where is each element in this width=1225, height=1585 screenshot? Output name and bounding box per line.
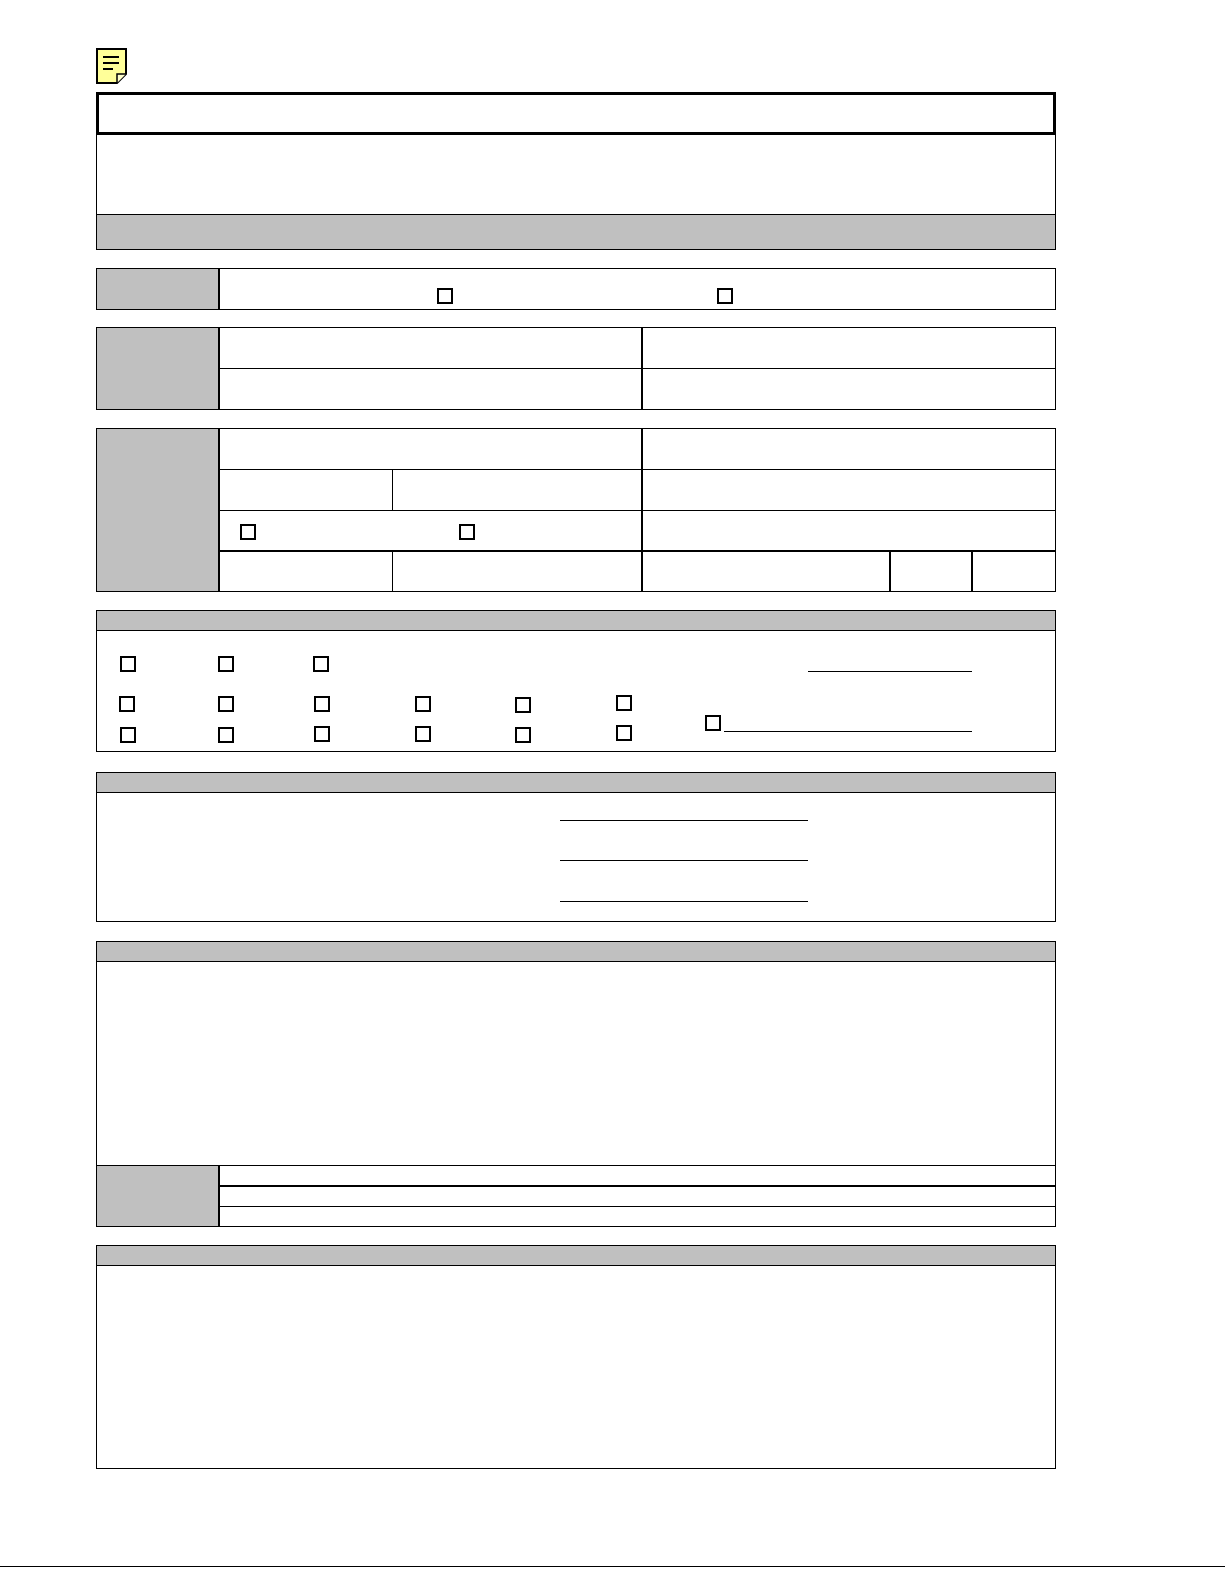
comments-textarea[interactable] bbox=[97, 963, 1055, 1165]
page-bottom-rule bbox=[0, 1566, 1225, 1567]
option-checkbox[interactable] bbox=[120, 656, 136, 672]
details-option-2-checkbox[interactable] bbox=[459, 524, 475, 540]
section-applicant-label-cell bbox=[97, 328, 219, 409]
divider bbox=[971, 551, 973, 591]
section-type bbox=[96, 268, 1056, 310]
option-checkbox[interactable] bbox=[515, 727, 531, 743]
row-divider bbox=[219, 550, 1055, 552]
section-applicant bbox=[96, 327, 1056, 410]
divider bbox=[218, 269, 220, 309]
applicant-field-4[interactable] bbox=[644, 370, 1054, 408]
section-details-label-cell bbox=[97, 429, 219, 591]
section-notes-header bbox=[97, 1246, 1055, 1266]
option-checkbox[interactable] bbox=[415, 726, 431, 742]
form-banner bbox=[97, 214, 1055, 249]
row-divider bbox=[219, 510, 1055, 511]
section-comments bbox=[96, 941, 1056, 1227]
section-signatures-header bbox=[97, 773, 1055, 793]
signature-line[interactable] bbox=[560, 901, 808, 902]
option-checkbox[interactable] bbox=[314, 726, 330, 742]
option-checkbox[interactable] bbox=[616, 695, 632, 711]
comments-footer-field-2[interactable] bbox=[221, 1188, 1054, 1206]
option-other-checkbox[interactable] bbox=[705, 715, 721, 731]
option-checkbox[interactable] bbox=[218, 727, 234, 743]
details-option-1-checkbox[interactable] bbox=[240, 524, 256, 540]
divider bbox=[218, 1166, 220, 1226]
option-checkbox[interactable] bbox=[415, 696, 431, 712]
row-divider bbox=[219, 368, 1055, 369]
form-title-box bbox=[96, 92, 1056, 135]
section-signatures bbox=[96, 772, 1056, 922]
divider bbox=[392, 551, 393, 591]
applicant-field-3[interactable] bbox=[221, 370, 639, 408]
section-options bbox=[96, 610, 1056, 752]
divider bbox=[392, 469, 393, 510]
section-type-label-cell bbox=[97, 269, 219, 309]
row-divider bbox=[97, 1165, 1055, 1166]
option-checkbox[interactable] bbox=[616, 725, 632, 741]
notes-textarea[interactable] bbox=[97, 1267, 1055, 1468]
divider bbox=[889, 551, 891, 591]
form-intro-area bbox=[97, 135, 1055, 215]
form-header-block bbox=[96, 92, 1056, 250]
option-checkbox[interactable] bbox=[515, 697, 531, 713]
section-notes bbox=[96, 1245, 1056, 1469]
applicant-field-2[interactable] bbox=[644, 329, 1054, 367]
note-icon[interactable] bbox=[95, 47, 129, 85]
option-checkbox[interactable] bbox=[218, 696, 234, 712]
row-divider bbox=[219, 1185, 1055, 1187]
option-checkbox[interactable] bbox=[218, 656, 234, 672]
option-checkbox[interactable] bbox=[313, 656, 329, 672]
signature-line[interactable] bbox=[560, 860, 808, 861]
applicant-field-1[interactable] bbox=[221, 329, 639, 367]
option-checkbox[interactable] bbox=[314, 696, 330, 712]
row-divider bbox=[219, 469, 1055, 470]
section-details bbox=[96, 428, 1056, 592]
row-divider bbox=[219, 1206, 1055, 1207]
option-other-line[interactable] bbox=[808, 671, 972, 672]
type-option-1-checkbox[interactable] bbox=[437, 288, 453, 304]
signature-line[interactable] bbox=[560, 820, 808, 821]
section-comments-header bbox=[97, 942, 1055, 962]
section-options-header bbox=[97, 611, 1055, 631]
comments-footer-label-cell bbox=[97, 1166, 219, 1226]
comments-footer-field-3[interactable] bbox=[221, 1208, 1054, 1225]
comments-footer-field-1[interactable] bbox=[221, 1167, 1054, 1185]
option-checkbox[interactable] bbox=[119, 696, 135, 712]
option-other-line[interactable] bbox=[724, 731, 972, 732]
option-checkbox[interactable] bbox=[120, 727, 136, 743]
type-option-2-checkbox[interactable] bbox=[717, 288, 733, 304]
